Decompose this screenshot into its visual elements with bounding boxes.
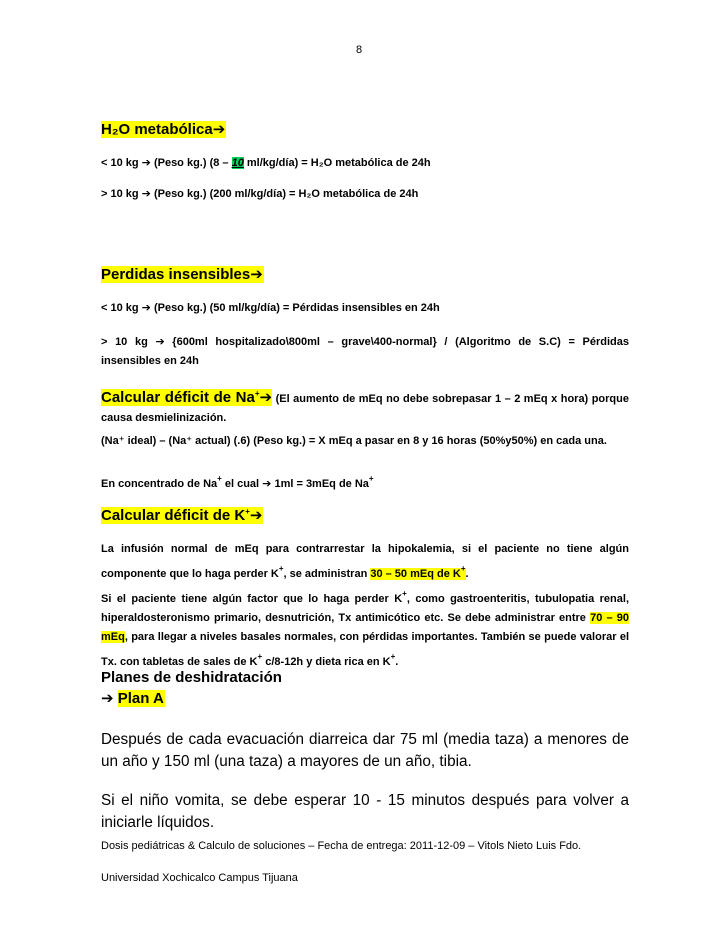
- right-arrow-icon: ➔: [212, 120, 226, 138]
- na-note: (El aumento de mEq no debe sobrepasar 1 – 2 mEq x hora) porque causa desmielinización.: [101, 393, 629, 424]
- right-arrow-icon: ➔: [250, 265, 263, 283]
- planes-title: Planes de deshidratación: [101, 669, 282, 686]
- perdidas-line-1-b: (Peso kg.) (50 ml/kg/día) = Pérdidas insensibles en 24h: [150, 302, 440, 314]
- k-p1-b: , se administran: [283, 568, 371, 580]
- h2o-line-1-b: (Peso kg.) (8 –: [150, 157, 232, 169]
- k-p2-highlight: 70 – 90 mEq: [101, 612, 629, 643]
- right-arrow-icon: ➔: [259, 388, 273, 406]
- k-p1-a: La infusión normal de mEq para contrarrestar la hipokalemia, si el paciente no tiene algún componente que lo haga perder K: [101, 543, 629, 580]
- na-conc-a: En concentrado de Na: [101, 478, 218, 490]
- na-conc-c: 1ml = 3mEq de Na: [271, 478, 369, 490]
- k-paragraph-1: La infusión normal de mEq para contrarrestar la hipokalemia, si el paciente no tiene algún componente que lo haga perder K+, se administran 30 – 50 mEq de K+.: [101, 543, 629, 580]
- k-p2-e: .: [395, 656, 399, 668]
- right-arrow-icon: ➔: [101, 689, 114, 707]
- footer-line-1: Dosis pediátricas & Calculo de soluciones – Fecha de entrega: 2011-12-09 – Vitols Nieto Luis Fdo.: [101, 840, 582, 852]
- k-paragraph-2: Si el paciente tiene algún factor que lo haga perder K+, como gastroenteritis, tubulopatia renal, hiperaldosteronismo primario, desnutrición, Tx antimicótico etc. Se debe administrar entre 70 – 90 mEq, para llegar a niveles basales normales, con pérdidas importantes. También se puede valorar el Tx. con tabletas de sales de K+ c/8-12h y dieta rica en K+.: [101, 589, 630, 668]
- plan-a-label: [101, 688, 629, 709]
- k-p2-d: c/8-12h y dieta rica en K: [262, 656, 391, 668]
- right-arrow-icon: ➔: [141, 156, 151, 169]
- h2o-line-1-c: ml/kg/día) = H₂O metabólica de 24h: [243, 157, 431, 169]
- planes-paragraph-2: Si el niño vomita, se debe esperar 10 - 15 minutos después para volver a iniciarle líquidos.: [101, 792, 629, 831]
- na-concentrate: En concentrado de Na+ el cual ➔ 1ml = 3mEq de Na+: [101, 474, 374, 490]
- k-title: Calcular déficit de K: [101, 507, 246, 524]
- na-section: [101, 384, 629, 428]
- h2o-title: H₂O metabólica: [101, 121, 213, 138]
- perdidas-line-1: [101, 298, 629, 318]
- h2o-line-2: [101, 184, 629, 204]
- perdidas-line-2-b: {600ml hospitalizado\800ml – grave\400-normal} / (Algoritmo de S.C) = Pérdidas insensibles en 24h: [101, 336, 629, 367]
- h2o-line-1-a: < 10 kg: [101, 157, 142, 169]
- plan-a-text: Plan A: [117, 690, 164, 707]
- perdidas-line-2: [101, 332, 629, 371]
- na-title: Calcular déficit de Na: [101, 389, 255, 406]
- planes-paragraph-1: Después de cada evacuación diarreica dar 75 ml (media taza) a menores de un año y 150 ml (una taza) a mayores de un año, tibia.: [101, 731, 629, 770]
- k-p2-a: Si el paciente tiene algún factor que lo haga perder K: [101, 593, 403, 605]
- k-heading: [101, 506, 629, 524]
- h2o-line-2-b: (Peso kg.) (200 ml/kg/día) = H₂O metabólica de 24h: [150, 188, 419, 200]
- perdidas-line-1-a: < 10 kg: [101, 302, 142, 314]
- na-title-sup: +: [254, 389, 260, 398]
- footer-line-2: Universidad Xochicalco Campus Tijuana: [101, 872, 298, 884]
- h2o-heading: [101, 120, 629, 138]
- k-p1-highlight: 30 – 50 mEq de K+: [370, 564, 466, 580]
- perdidas-title: Perdidas insensibles: [101, 266, 251, 283]
- k-p2-b: , como gastroenteritis, tubulopatia renal, hiperaldosteronismo primario, desnutrición, Tx antimicótico etc. Se debe administrar entre: [101, 593, 630, 624]
- h2o-line-2-a: > 10 kg: [101, 188, 142, 200]
- right-arrow-icon: ➔: [249, 506, 263, 524]
- na-conc-b: el cual: [221, 478, 263, 490]
- k-p2-c: , para llegar a niveles basales normales, con pérdidas importantes. También se puede valorar el Tx. con tabletas de sales de K: [101, 631, 629, 668]
- right-arrow-icon: ➔: [155, 335, 165, 348]
- page-number: 8: [356, 44, 363, 56]
- h2o-line-1-highlight: 10: [231, 157, 244, 169]
- planes-heading: [101, 668, 629, 709]
- h2o-line-1: [101, 153, 629, 173]
- right-arrow-icon: ➔: [262, 477, 272, 490]
- perdidas-line-2-a: > 10 kg: [101, 336, 156, 348]
- na-formula: (Na⁺ ideal) – (Na⁺ actual) (.6) (Peso kg.) = X mEq a pasar en 8 y 16 horas (50%y50%) en cada una.: [101, 435, 607, 447]
- k-title-sup: +: [245, 507, 250, 516]
- right-arrow-icon: ➔: [141, 301, 151, 314]
- right-arrow-icon: ➔: [141, 187, 151, 200]
- k-p1-c: .: [465, 568, 469, 580]
- perdidas-heading: [101, 265, 629, 283]
